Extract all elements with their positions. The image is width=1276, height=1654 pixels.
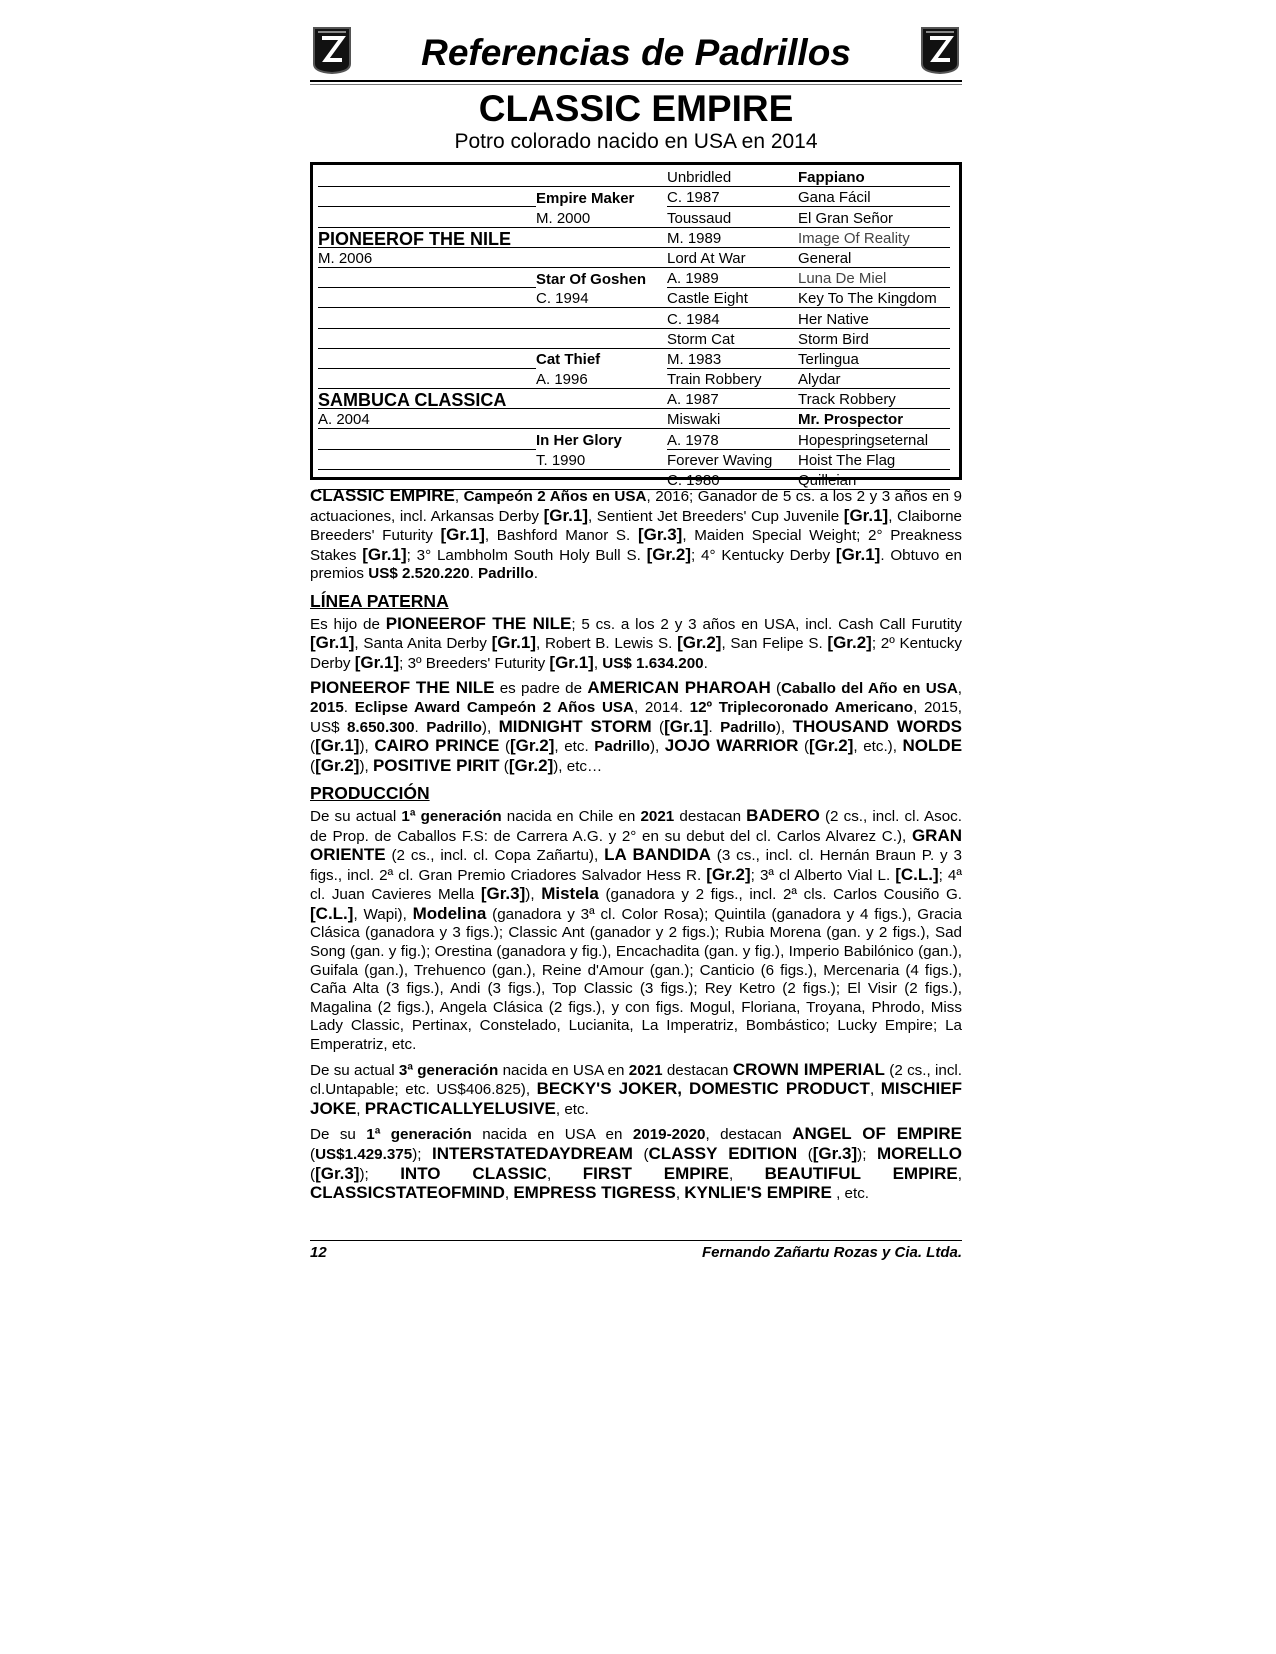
pedigree-row (318, 389, 950, 409)
pedigree-cell: Cat Thief (536, 351, 601, 369)
pedigree-row (318, 267, 950, 287)
pedigree-cell: A. 1978 (667, 429, 798, 449)
pedigree-cell (536, 247, 667, 267)
pedigree-cell: Storm Cat (667, 328, 798, 348)
pedigree-cell: PIONEEROF THE NILE (318, 227, 536, 247)
header-rule (310, 80, 962, 85)
pedigree-row (318, 429, 950, 449)
footer-company: Fernando Zañartu Rozas y Cia. Ltda. (701, 1244, 962, 1261)
paragraph-sire-progeny: PIONEEROF THE NILE es padre de AMERICAN PHAROAH (Caballo del Año en USA, 2015. Eclipse Award Campeón 2 Años USA, 2014. 12º Triplecoronado Americano, 2015, US$ 8.650.300. Padrillo), MIDNIGHT STORM ([Gr.1]. Padrillo), THOUSAND WORDS ([Gr.1]), CAIRO PRINCE ([Gr.2], etc. Padrillo), JOJO WARRIOR ([Gr.2], etc.), NOLDE ([Gr.2]), POSITIVE PIRIT ([Gr.2]), etc… (310, 678, 963, 775)
pedigree-cell: M. 2000 (536, 207, 667, 227)
pedigree-row (318, 247, 950, 267)
pedigree-cell: Hoist The Flag (798, 449, 950, 469)
pedigree-row (318, 187, 950, 207)
pedigree-cell: Train Robbery (667, 368, 798, 388)
pedigree-cell: Castle Eight (667, 288, 798, 308)
pedigree-row (318, 288, 950, 308)
pedigree-row (318, 409, 950, 429)
paragraph-record: CLASSIC EMPIRE, Campeón 2 Años en USA, 2016; Ganador de 5 cs. a los 2 y 3 años en 9 actuaciones, incl. Arkansas Derby [Gr.1], Sentient Jet Breeders' Cup Juvenile [Gr.1], Claiborne Breeders' Futurity [Gr.1], Bashford Manor S. [Gr.3], Maiden Special Weight; 2° Preakness Stakes [Gr.1]; 3° Lambholm South Holy Bull S. [Gr.2]; 4° Kentucky Derby [Gr.1]. Obtuvo en premios US$ 2.520.220. Padrillo. (310, 486, 962, 583)
pedigree-cell: A. 2004 (318, 409, 536, 429)
pedigree-cell (536, 308, 667, 328)
pedigree-cell (318, 449, 536, 469)
pedigree-cell: C. 1994 (536, 288, 667, 308)
section-title-produccion: PRODUCCIÓN (310, 783, 430, 804)
paragraph-usa-third-generation: De su actual 3ª generación nacida en USA en 2021 destacan CROWN IMPERIAL (2 cs., incl. cl.Untapable; etc. US$406.825), BECKY'S JOKER, DOMESTIC PRODUCT, MISCHIEF JOKE, PRACTICALLYELUSIVE, etc. (310, 1059, 963, 1118)
section-title-linea-paterna: LÍNEA PATERNA (310, 590, 449, 611)
pedigree-cell (536, 328, 667, 348)
pedigree-row (318, 328, 950, 348)
pedigree-cell: Alydar (798, 368, 950, 388)
paragraph-usa-first-generation: De su 1ª generación nacida en USA en 2019-2020, destacan ANGEL OF EMPIRE (US$1.429.375); INTERSTATEDAYDREAM (CLASSY EDITION ([Gr.3]); MORELLO ([Gr.3]); INTO CLASSIC, FIRST EMPIRE, BEAUTIFUL EMPIRE, CLASSICSTATEOFMIND, EMPRESS TIGRESS, KYNLIE'S EMPIRE , etc. (310, 1124, 962, 1203)
pedigree-cell: Hopespringseternal (798, 429, 950, 449)
paragraph-sire: Es hijo de PIONEEROF THE NILE; 5 cs. a los 2 y 3 años en USA, incl. Cash Call Furutity [Gr.1], Santa Anita Derby [Gr.1], Robert B. Lewis S. [Gr.2], San Felipe S. [Gr.2]; 2º Kentucky Derby [Gr.1]; 3º Breeders' Futurity [Gr.1], US$ 1.634.200. (310, 613, 963, 672)
pedigree-cell (318, 167, 536, 187)
pedigree-cell: Mr. Prospector (798, 409, 950, 429)
pedigree-cell: In Her Glory (536, 432, 622, 450)
pedigree-cell (536, 389, 667, 409)
page-number: 12 (310, 1244, 327, 1261)
pedigree-cell (318, 348, 536, 368)
pedigree-cell: Star Of Goshen (536, 270, 647, 288)
pedigree-cell: C. 1980 (667, 469, 798, 489)
paragraph-chile-generation: De su actual 1ª generación nacida en Chile en 2021 destacan BADERO (2 cs., incl. cl. Asoc. de Prop. de Caballos F.S: de Carrera A.G. y 2° en su debut del cl. Carlos Alvarez C.), GRAN ORIENTE (2 cs., incl. cl. Copa Zañartu), LA BANDIDA (3 cs., incl. cl. Hernán Braun P. y 3 figs., incl. 2ª cl. Gran Premio Criadores Salvador Hess R. [Gr.2]; 3ª cl Alberto Vial L. [C.L.]; 4ª cl. Juan Cavieres Mella [Gr.3]), Mistela (ganadora y 2 figs., incl. 2ª cls. Carlos Cousiño G. [C.L.], Wapi), Modelina (ganadora y 3ª cl. Color Rosa); Quintila (ganadora y 4 figs.), Gracia Clásica (ganadora y 3 figs.); Classic Ant (ganador y 2 figs.); Rubia Morena (gan. y 2 figs.), Sad Song (gan. y fig.); Orestina (ganadora y fig.), Encachadita (gan. y fig.), Imperio Babilónico (gan.), Guifala (gan.), Trehuenco (gan.), Reine d'Amour (gan.); Canticio (6 figs.), Mercenaria (4 figs.), Caña Alta (3 figs.), Andi (3 figs.), Top Classic (3 figs.); Rey Ketro (2 figs.); El Visir (2 figs.), Magalina (2 figs.), Angela Clásica (2 figs.), y con figs. Mogul, Floriana, Troyana, Phrodo, Miss Lady Classic, Pertinax, Constelado, Lucianita, La Imperatriz, Bombástico; Lucky Empire; La Emperatriz, etc. (310, 805, 963, 1054)
header-title: Referencias de Padrillos (421, 32, 851, 73)
pedigree-row (318, 348, 950, 368)
pedigree-cell: Miswaki (667, 409, 798, 429)
footer (310, 1240, 962, 1261)
pedigree-cell (318, 429, 536, 449)
pedigree-cell (318, 207, 536, 227)
pedigree-cell: Empire Maker (536, 189, 635, 207)
page (310, 22, 962, 1204)
pedigree-cell: Luna De Miel (798, 267, 950, 287)
pedigree-table (310, 162, 962, 489)
pedigree-cell: A. 1989 (667, 267, 798, 287)
pedigree-cell: C. 1984 (667, 308, 798, 328)
pedigree-cell: Track Robbery (798, 389, 950, 409)
header (310, 22, 962, 82)
pedigree-cell (318, 469, 536, 489)
pedigree-cell: Image Of Reality (798, 227, 950, 247)
pedigree-row (318, 207, 950, 227)
pedigree-cell (318, 288, 536, 308)
pedigree-cell: Storm Bird (798, 328, 950, 348)
pedigree-cell: Unbridled (667, 167, 798, 187)
pedigree-cell: C. 1987 (667, 187, 798, 207)
pedigree-cell: Fappiano (798, 167, 950, 187)
pedigree-cell (318, 328, 536, 348)
pedigree-cell: M. 1989 (667, 227, 798, 247)
horse-name: CLASSIC EMPIRE (478, 88, 794, 129)
pedigree-cell: Key To The Kingdom (798, 288, 950, 308)
pedigree-cell: Toussaud (667, 207, 798, 227)
pedigree-cell (536, 227, 667, 247)
pedigree-cell: M. 2006 (318, 247, 536, 267)
pedigree-cell: Forever Waving (667, 449, 798, 469)
pedigree-cell: SAMBUCA CLASSICA (318, 389, 536, 409)
pedigree-cell (318, 267, 536, 287)
pedigree-row (318, 368, 950, 388)
pedigree-row (318, 227, 950, 247)
pedigree-cell: Lord At War (667, 247, 798, 267)
pedigree-row (318, 469, 950, 489)
pedigree-cell (318, 308, 536, 328)
pedigree-cell (536, 469, 667, 489)
pedigree-cell (536, 409, 667, 429)
pedigree-cell: Quilleian (798, 469, 950, 489)
pedigree-cell (318, 187, 536, 207)
pedigree-cell: Terlingua (798, 348, 950, 368)
pedigree-row (318, 308, 950, 328)
pedigree-cell: A. 1987 (667, 389, 798, 409)
pedigree-cell: Her Native (798, 308, 950, 328)
pedigree-cell: El Gran Señor (798, 207, 950, 227)
pedigree-cell: Gana Fácil (798, 187, 950, 207)
body-text (310, 487, 962, 1204)
pedigree-cell: M. 1983 (667, 348, 798, 368)
horse-subtitle: Potro colorado nacido en USA en 2014 (454, 130, 818, 153)
pedigree-row (318, 449, 950, 469)
pedigree-cell: A. 1996 (536, 368, 667, 388)
logo-right-icon (918, 26, 962, 74)
pedigree-row (318, 167, 950, 187)
pedigree-cell: T. 1990 (536, 449, 667, 469)
pedigree-cell (318, 368, 536, 388)
pedigree-cell: General (798, 247, 950, 267)
pedigree-cell (536, 167, 667, 187)
